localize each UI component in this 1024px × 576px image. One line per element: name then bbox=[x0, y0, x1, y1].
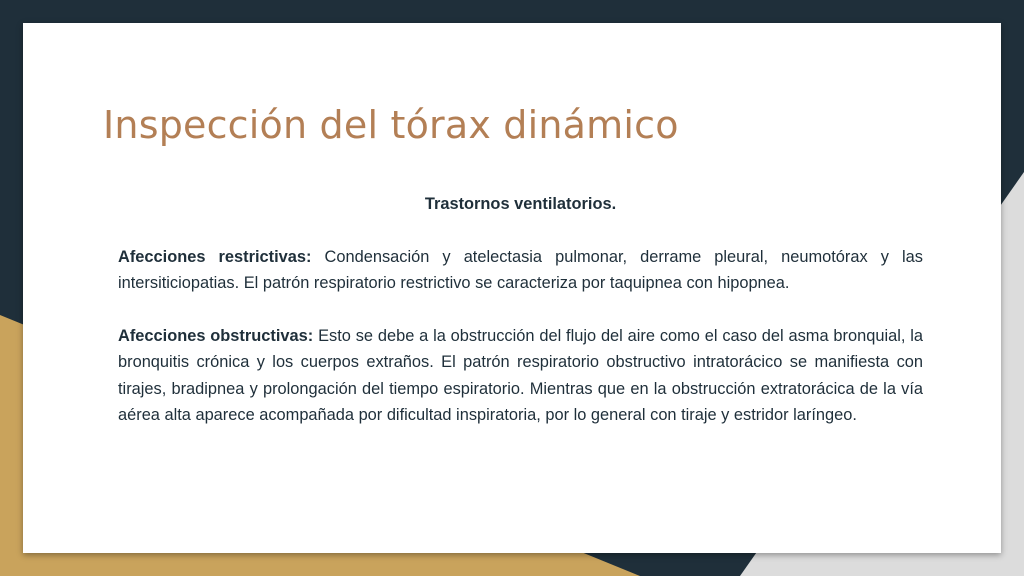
slide-subtitle: Trastornos ventilatorios. bbox=[424, 195, 617, 213]
slide-content bbox=[118, 191, 923, 455]
paragraph-text: Condensación y atelectasia pulmonar, derrame pleural, neumotórax y las intersiticiopatias. El patrón respiratorio restrictivo se caracteriza por taquipnea con hipopnea. bbox=[118, 247, 923, 292]
paragraph-text: Esto se debe a la obstrucción del flujo del aire como el caso del asma bronquial, la bronquitis crónica y los cuerpos extraños. El patrón respiratorio obstructivo intratorácico se manifiesta con tirajes, bradipnea y prolongación del tiempo espiratorio. Mientras que en la obstrucción extratorácica de la vía aérea alta aparece acompañada por dificultad inspiratoria, por lo general con tiraje y estridor laríngeo. bbox=[118, 326, 923, 424]
slide-card bbox=[23, 23, 1001, 553]
paragraph-heading: Afecciones restrictivas: bbox=[118, 247, 312, 266]
paragraph-restrictive bbox=[118, 244, 923, 297]
slide-title: Inspección del tórax dinámico bbox=[103, 103, 679, 147]
paragraph-obstructive bbox=[118, 323, 923, 429]
paragraph-heading: Afecciones obstructivas: bbox=[118, 326, 314, 345]
